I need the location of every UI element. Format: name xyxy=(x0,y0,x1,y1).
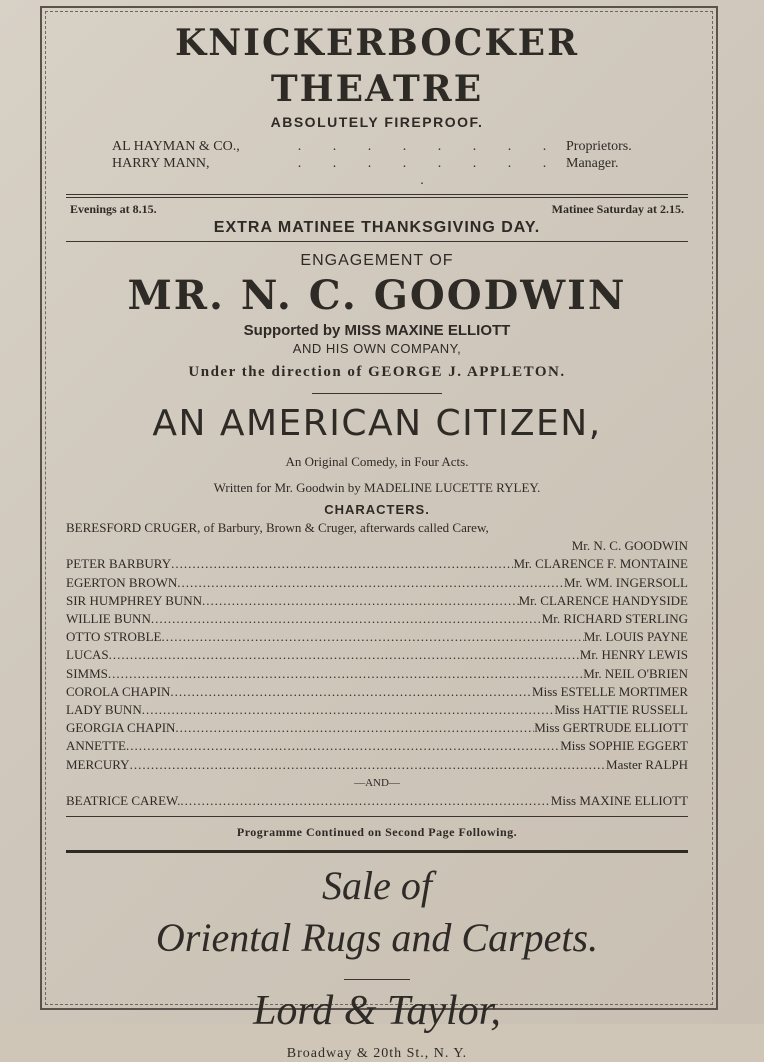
cast-row xyxy=(66,555,688,573)
cast-role: MERCURY xyxy=(66,756,130,772)
extra-matinee: EXTRA MATINEE THANKSGIVING DAY. xyxy=(213,219,541,236)
cast-actor: Mr. RICHARD STERLING xyxy=(541,611,688,627)
cast-row xyxy=(66,737,688,755)
cast-leader xyxy=(126,737,560,755)
proprietor-name: AL HAYMAN & CO., xyxy=(112,139,240,154)
cast-first-actor: Mr. N. C. GOODWIN xyxy=(571,538,688,554)
cast-row xyxy=(66,646,688,664)
star-name: MR. N. C. GOODWIN xyxy=(127,272,627,319)
proprietors-block xyxy=(66,138,688,189)
cast-actor: Mr. NEIL O'BRIEN xyxy=(583,665,688,681)
cast-leader xyxy=(109,646,580,664)
programme-content xyxy=(66,20,688,1062)
cast-leader xyxy=(171,555,513,573)
cast-leader xyxy=(180,792,550,810)
continued-notice: Programme Continued on Second Page Following. xyxy=(236,825,518,840)
title-divider xyxy=(312,393,442,394)
cast-role: LUCAS xyxy=(66,647,109,663)
cast-leader xyxy=(202,592,519,610)
cast-row xyxy=(66,719,688,737)
and-separator: —AND— xyxy=(354,776,400,789)
cast-role: COROLA CHAPIN xyxy=(66,683,171,699)
cast-leader xyxy=(151,610,542,628)
ad-store-name: Lord & Taylor, xyxy=(253,988,501,1035)
cast-actor: Mr. LOUIS PAYNE xyxy=(583,629,688,645)
cast-leader xyxy=(177,574,564,592)
cast-leader xyxy=(130,756,606,774)
company-line: AND HIS OWN COMPANY, xyxy=(292,341,462,356)
cast-actor: Miss GERTRUDE ELLIOTT xyxy=(534,720,688,736)
ad-divider xyxy=(66,850,688,853)
supporting-actress: Supported by MISS MAXINE ELLIOTT xyxy=(243,322,511,339)
proprietor-role: Proprietors. xyxy=(566,139,632,154)
cast-row xyxy=(66,756,688,774)
engagement-heading: ENGAGEMENT OF xyxy=(300,252,454,269)
cast-list xyxy=(66,519,688,810)
cast-role: SIR HUMPHREY BUNN xyxy=(66,592,203,608)
playwright-line: Written for Mr. Goodwin by MADELINE LUCETTE RYLEY. xyxy=(213,480,541,495)
cast-role: OTTO STROBLE xyxy=(66,629,162,645)
ad-short-divider xyxy=(344,979,410,980)
performance-times xyxy=(66,202,688,217)
proprietor-dots: . . . . . . . . xyxy=(297,139,561,154)
cast-row xyxy=(66,665,688,683)
cast-role: PETER BARBURY xyxy=(66,556,172,572)
cast-actor: Mr. HENRY LEWIS xyxy=(579,647,688,663)
play-title: AN AMERICAN CITIZEN, xyxy=(152,403,602,444)
cast-divider xyxy=(66,816,688,817)
cast-first-role: BERESFORD CRUGER, of Barbury, Brown & Cruger, afterwards called Carew, xyxy=(66,520,489,535)
header-divider xyxy=(66,194,688,198)
cast-role: SIMMS xyxy=(66,665,108,681)
cast-row xyxy=(66,592,688,610)
cast-leader xyxy=(161,628,583,646)
cast-actor: Mr. CLARENCE HANDYSIDE xyxy=(518,592,688,608)
ad-rugs-line: Oriental Rugs and Carpets. xyxy=(155,915,599,961)
cast-actor: Miss SOPHIE EGGERT xyxy=(560,738,688,754)
manager-name: HARRY MANN, xyxy=(112,156,210,171)
ad-address: Broadway & 20th St., N. Y. xyxy=(286,1046,468,1062)
cast-actor: Mr. CLARENCE F. MONTAINE xyxy=(513,556,688,572)
cast-leader xyxy=(170,683,532,701)
cast-rows xyxy=(66,555,688,773)
cast-row-last xyxy=(66,792,688,810)
proprietor-row xyxy=(66,138,688,155)
cast-actor: Master RALPH xyxy=(606,756,688,772)
matinee-time: Matinee Saturday at 2.15. xyxy=(551,202,684,216)
manager-row xyxy=(66,155,688,189)
cast-actor: Miss HATTIE RUSSELL xyxy=(554,702,688,718)
cast-role: BEATRICE CAREW. xyxy=(66,793,181,809)
cast-role: ANNETTE xyxy=(66,738,126,754)
cast-row xyxy=(66,628,688,646)
cast-row xyxy=(66,610,688,628)
manager-dots: . . . . . . . . . xyxy=(297,156,561,188)
cast-leader xyxy=(142,701,555,719)
fireproof-notice: ABSOLUTELY FIREPROOF. xyxy=(270,114,484,130)
cast-actor: Mr. WM. INGERSOLL xyxy=(564,574,688,590)
play-subtitle: An Original Comedy, in Four Acts. xyxy=(285,454,469,469)
cast-actor: Miss ESTELLE MORTIMER xyxy=(532,683,688,699)
cast-row xyxy=(66,701,688,719)
schedule-divider xyxy=(66,241,688,242)
manager-role: Manager. xyxy=(566,156,619,171)
theatre-name: KNICKERBOCKER THEATRE xyxy=(174,22,580,110)
cast-role: EGERTON BROWN xyxy=(66,574,178,590)
cast-actor: Miss MAXINE ELLIOTT xyxy=(550,793,688,809)
cast-leader xyxy=(175,719,534,737)
cast-row xyxy=(66,683,688,701)
cast-role: WILLIE BUNN xyxy=(66,611,151,627)
cast-role: GEORGIA CHAPIN xyxy=(66,720,176,736)
cast-row xyxy=(66,574,688,592)
cast-role: LADY BUNN xyxy=(66,702,142,718)
evening-time: Evenings at 8.15. xyxy=(70,202,157,216)
characters-heading: CHARACTERS. xyxy=(324,502,430,517)
cast-leader xyxy=(108,665,583,683)
direction-line: Under the direction of GEORGE J. APPLETON. xyxy=(188,364,566,380)
ad-sale-line: Sale of xyxy=(322,863,432,909)
